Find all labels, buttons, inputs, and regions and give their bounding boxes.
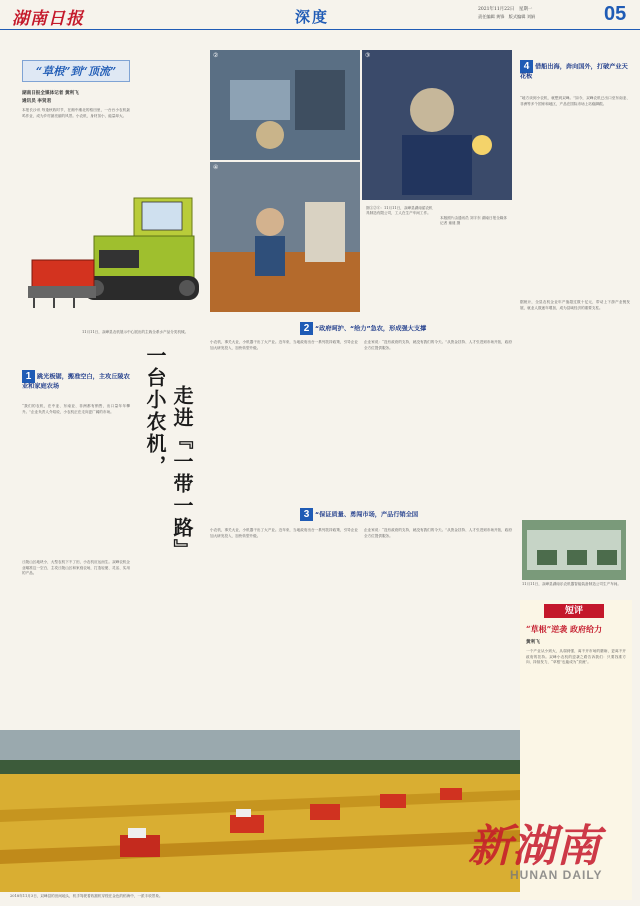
headline-line-1: 一台小农机， — [143, 345, 167, 477]
tractor-caption: 11月11日，双峰县农机展示中心展出的主栽全系水产品分类机械。 — [82, 330, 189, 334]
page-number: 05 — [604, 3, 627, 25]
factory-caption: 11月11日，双峰县湖南乐农机器智能装备制造公司生产车间。 — [522, 582, 621, 586]
photo-factory — [522, 520, 626, 580]
watermark-cn: 新湖南 — [468, 821, 600, 872]
section-number-1: 1 — [22, 370, 35, 383]
watermark-en: HUNAN DAILY — [510, 868, 603, 882]
byline-1: 湖南日报全媒体记者 黄利飞 — [22, 91, 79, 96]
commentary-title: “草根”逆袭 政府给力 — [526, 624, 602, 634]
right-body-2: 据统计，全县农机企业年产值超过数十亿元，带动上下游产业链发展，就业人数逐年增加，成为县域经济的重要支柱。 — [520, 300, 630, 310]
left-kicker-box — [22, 60, 130, 82]
photo-credit: 本版照片由通讯员 刘宇东 湖南日报全媒体记者 童迪 摄 — [440, 216, 507, 225]
masthead — [0, 0, 640, 30]
issue-date: 2021年11月22日 星期一 — [478, 7, 533, 12]
center-body-3: 小农机，事关大业，小机器干出了大产业。近年来，当地政府出台一系列扶持政策，引导企业加大研发投入，加快转型升级。 — [210, 528, 358, 538]
subhead-1: 1 跳光板锯，搬准空白，主攻丘陵农业和家庭农场 — [22, 371, 130, 390]
commentary-body: 一个产业从小到大，从弱到强，离不开市场的磨砺，更离不开政府的扶持。双峰小农机的逆袭之路告诉我们：只要找准方向、持续发力，“草根”也能成为“顶流”。 — [526, 649, 626, 665]
subhead-3: 3 “保证质量、勇闯市场，产品行销全国 — [300, 508, 520, 521]
photo-workshop-2: ④ — [210, 162, 360, 312]
kicker-text: “草根”到“顶流” — [35, 65, 117, 78]
tractor-photo — [24, 190, 204, 330]
center-body-1: 小农机，事关大业，小机器干出了大产业。近年来，当地政府出台一系列扶持政策，引导企业加大研发投入，加快转型升级。 — [210, 340, 358, 350]
commentary-tag: 短评 — [544, 604, 604, 618]
byline-2: 通讯员 李贤君 — [22, 99, 52, 104]
left-body-2: 丘陵山区地块小，大型农机下不了田，小农机应运而生。双峰农机企业瞄准这一空白，主攻丘陵山区和家庭农场，打造轻便、灵活、实用的产品。 — [22, 560, 130, 576]
subhead-4: 4 借船出海，奔向国外，打破产业天花板 — [520, 61, 628, 80]
left-intro: 本报长沙讯 每逢秋收时节，在湘中湘北的稻田里，一台台小农机轰鸣作业，成为乡村最亮丽的风景。小农机，身材虽小，能量却大。 — [22, 108, 130, 118]
subhead-2: 2 “政府呵护、“给力”急农，形成强大支撑 — [300, 322, 520, 335]
section-title: 深度 — [295, 8, 330, 26]
section-number-2: 2 — [300, 322, 313, 335]
photo-caption: 图①②④：11月11日，双峰县湖南韶农机具制造有限公司，工人在生产车间工作。 — [366, 206, 433, 215]
section-number-3: 3 — [300, 508, 313, 521]
newspaper-logo: 湖南日报 — [12, 9, 84, 29]
photo-workshop-1: ② — [210, 50, 360, 160]
commentary-author: 黄利飞 — [526, 640, 540, 645]
right-body-1: “地方谈到小农机，就想到双峰。”如今，双峰农机已出口至东南亚、非洲等多个国家和地区，产品在国际市场上站稳脚跟。 — [520, 96, 630, 106]
center-body-4: 企业家说：“没有政府的支持，就没有我们的今天。”从资金扶持、人才引进到市场开拓，政府全方位提供服务。 — [364, 528, 512, 538]
harvest-caption: 2018年11月3日，双峰县的田间地头，机手驾驶着收割机穿梭在金色的稻海中，一派丰收景象。 — [10, 894, 163, 898]
left-body-1: “我们的农机，在中亚、东南亚、非洲都有销售，出口量年年攀升。”企业负责人介绍说，小农机正在走向更广阔的市场。 — [22, 404, 130, 414]
center-body-2: 企业家说：“没有政府的支持，就没有我们的今天。”从资金扶持、人才引进到市场开拓，政府全方位提供服务。 — [364, 340, 512, 350]
headline-line-2: 走进『一带一路』 — [170, 385, 194, 561]
editor-line: 责任编辑 黄锋 版式编辑 刘娟 — [478, 14, 536, 19]
harvest-photo — [0, 730, 520, 892]
photo-welder: ③ — [362, 50, 512, 200]
section-number-4: 4 — [520, 60, 533, 73]
